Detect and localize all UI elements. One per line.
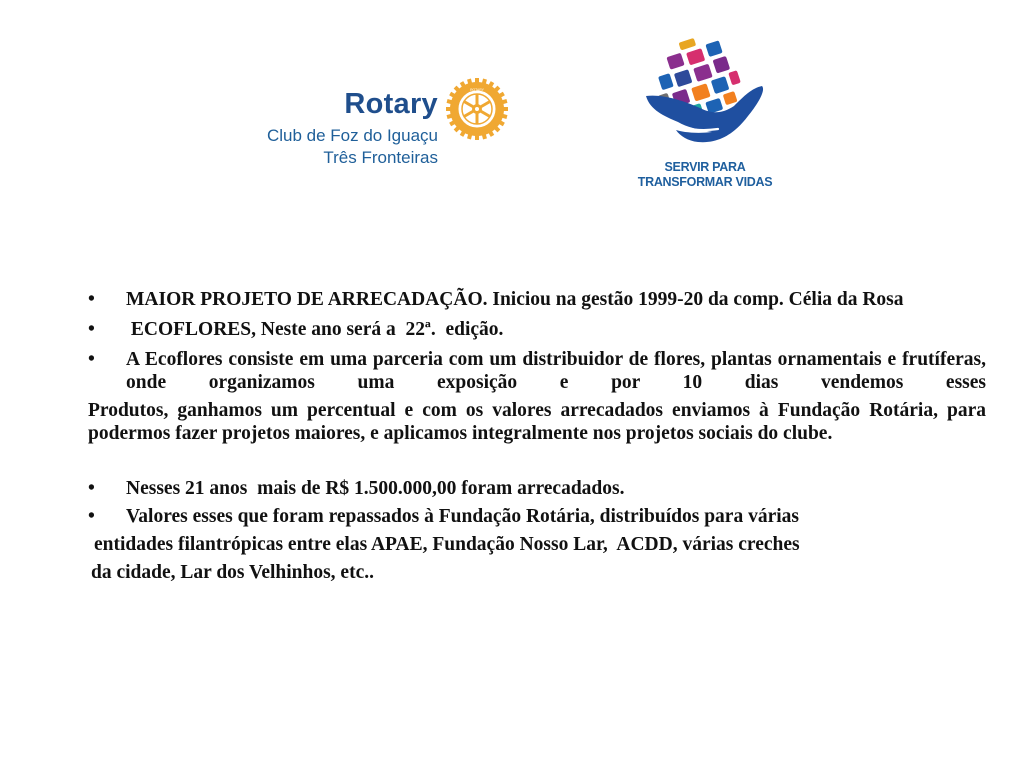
rotary-wheel-icon [446,78,508,140]
continuation-line: entidades filantrópicas entre elas APAE, Fundação Nosso Lar, ACDD, várias creches [94,534,800,555]
rotary-club-name: Club de Foz do Iguaçu [266,126,438,145]
bullet-item [88,477,986,500]
bullet-item [88,288,986,311]
theme-line-1: SERVIR PARA [664,160,746,174]
gear-tooth [446,107,452,111]
bullet-text: Valores esses que foram repassados à Fundação Rotária, distribuídos para várias [126,506,799,527]
gear-tooth [475,134,479,140]
bullet-item [88,348,986,394]
continuation-line: da cidade, Lar dos Velhinhos, etc.. [91,562,374,583]
theme-line-2: TRANSFORMAR VIDAS [637,175,773,189]
rotary-club-logo [248,78,508,170]
bullet-marker: • [88,506,95,527]
bullet-item [88,505,986,528]
rotary-club-subtitle: Três Fronteiras [323,148,438,167]
bullet-marker: • [88,289,95,310]
bullet-marker: • [88,319,95,340]
rotary-wordmark: Rotary [344,88,438,120]
servir-para-transformar-vidas-logo [630,34,780,190]
globe-hand-icon [642,34,767,149]
bullet-text: MAIOR PROJETO DE ARRECADAÇÃO. Iniciou na gestão 1999-20 da comp. Célia da Rosa [126,289,904,310]
bullet-text: A Ecoflores consiste em uma parceria com um distribuidor de flores, plantas ornamentais e frutíferas, onde organizamos uma exposição e por 10 dias vendemos esses [126,349,986,393]
bullet-marker: • [88,349,95,370]
bullet-text: Nesses 21 anos mais de R$ 1.500.000,00 foram arrecadados. [126,478,625,499]
gear-tooth [502,107,508,111]
bullet-item [88,318,986,341]
description-paragraph: Produtos, ganhamos um percentual e com os valores arrecadados enviamos à Fundação Rotária, para podermos fazer projetos maiores, e aplicamos integralmente nos projetos sociais do clube. [88,400,986,444]
bullet-text: ECOFLORES, Neste ano será a 22ª. edição. [126,319,504,340]
rotary-wheel-text: ROTARY [470,88,484,92]
spacer [88,445,986,475]
bullet-marker: • [88,478,95,499]
gear-tooth [475,78,479,84]
slide-body [88,288,986,584]
